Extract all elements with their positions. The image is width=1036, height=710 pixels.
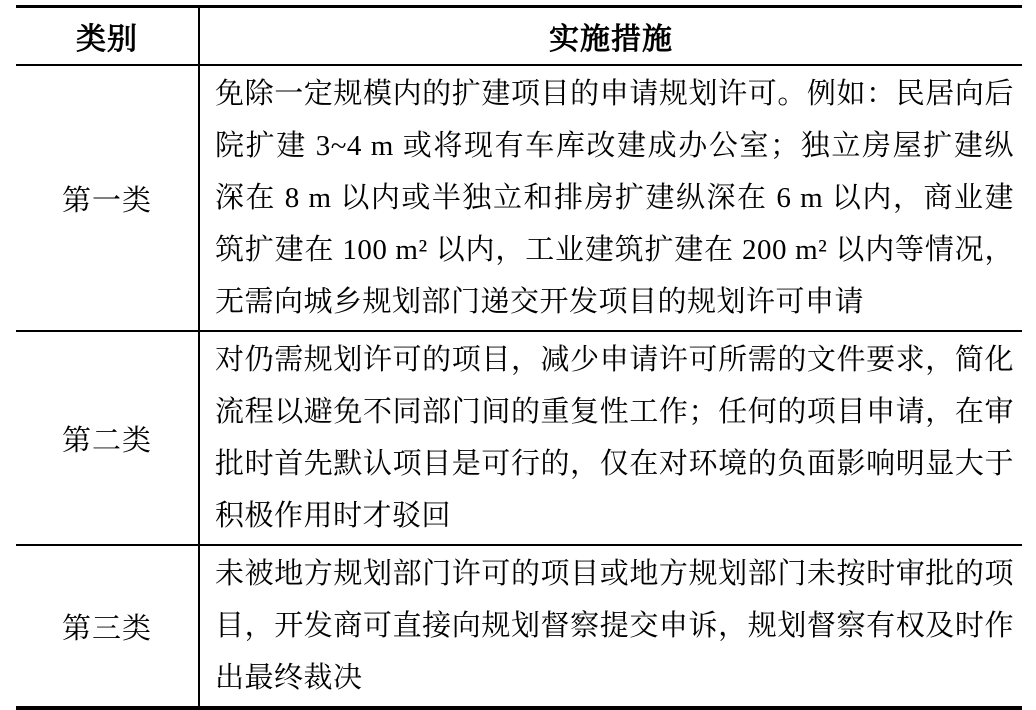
category-label-2: 第二类 — [61, 424, 152, 457]
measure-text-1: 免除一定规模内的扩建项目的申请规划许可。例如：民居向后院扩建 3~4 m 或将现有车库改建成办公室；独立房屋扩建纵深在 8 m 以内或半独立和排房扩建纵深在 6 m 以内，商业建筑扩建在 100 m² 以内，工业建筑扩建在 200 m² 以内等情况，无需向城乡规划部门递交开发项目的规划许可申请 — [199, 65, 1022, 331]
category-label-1: 第一类 — [61, 184, 152, 217]
table-row-category-2 — [16, 331, 1022, 545]
category-label-3: 第三类 — [61, 612, 152, 645]
header-cell-category: 类别 — [16, 7, 199, 66]
measure-text-3: 未被地方规划部门许可的项目或地方规划部门未按时审批的项目，开发商可直接向规划督察提交申诉，规划督察有权及时作出最终裁决 — [199, 545, 1022, 708]
table-row-category-3 — [16, 545, 1022, 708]
header-row — [16, 7, 1022, 66]
header-cell-measure: 实施措施 — [199, 7, 1022, 66]
measure-text-2: 对仍需规划许可的项目，减少申请许可所需的文件要求，简化流程以避免不同部门间的重复性工作；任何的项目申请，在审批时首先默认项目是可行的，仅在对环境的负面影响明显大于积极作用时才驳回 — [199, 331, 1022, 545]
table-row-category-1 — [16, 65, 1022, 331]
table-body — [16, 65, 1022, 708]
category-measures-table — [16, 5, 1022, 710]
table-header — [16, 7, 1022, 66]
